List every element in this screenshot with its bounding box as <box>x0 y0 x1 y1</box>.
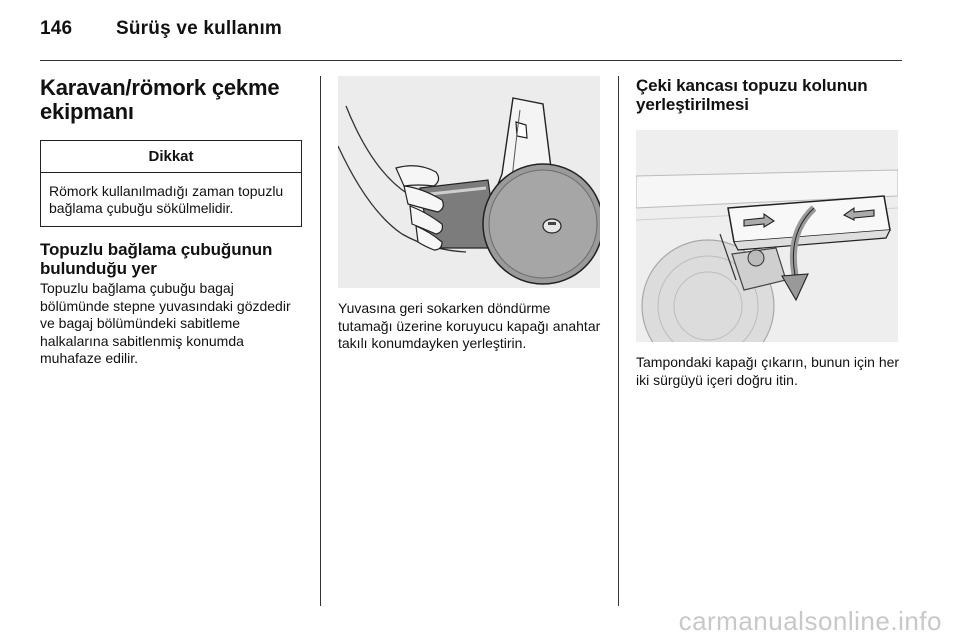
section-heading: Çeki kancası topuzu kolunun yerleştirilmesi <box>636 76 868 114</box>
warning-box <box>40 140 302 227</box>
illustration-tow-bar-cap <box>338 76 600 288</box>
column-middle <box>338 76 602 353</box>
section-title: Karavan/römork çekme ekipmanı <box>40 75 280 124</box>
page-number: 146 <box>40 18 73 39</box>
watermark-text: carmanualsonline.info <box>678 606 942 636</box>
header-rule <box>40 60 902 61</box>
warning-title: Dikkat <box>41 141 301 173</box>
column-divider <box>618 76 619 606</box>
body-paragraph: Topuzlu bağlama çubuğu bagaj bölümünde stepne yuvasındaki gözdedir ve bagaj bölümündeki sabitleme halkalarına sabitlenmiş konumda muhafaze edilir. <box>40 280 291 366</box>
column-right <box>636 76 902 389</box>
column-left <box>40 76 302 368</box>
column-divider <box>320 76 321 606</box>
figure-caption: Tampondaki kapağı çıkarın, bunun için her iki sürgüyü içeri doğru itin. <box>636 354 900 388</box>
warning-text: Römork kullanılmadığı zaman topuzlu bağlama çubuğu sökülmelidir. <box>49 183 284 216</box>
subheading: Topuzlu bağlama çubuğunun bulunduğu yer <box>40 240 273 278</box>
chapter-title: Sürüş ve kullanım <box>116 18 283 39</box>
illustration-bumper-cover <box>636 130 898 342</box>
figure-caption: Yuvasına geri sokarken döndürme tutamağı üzerine koruyucu kapağı anahtar takılı konumdayken yerleştirin. <box>338 300 601 351</box>
